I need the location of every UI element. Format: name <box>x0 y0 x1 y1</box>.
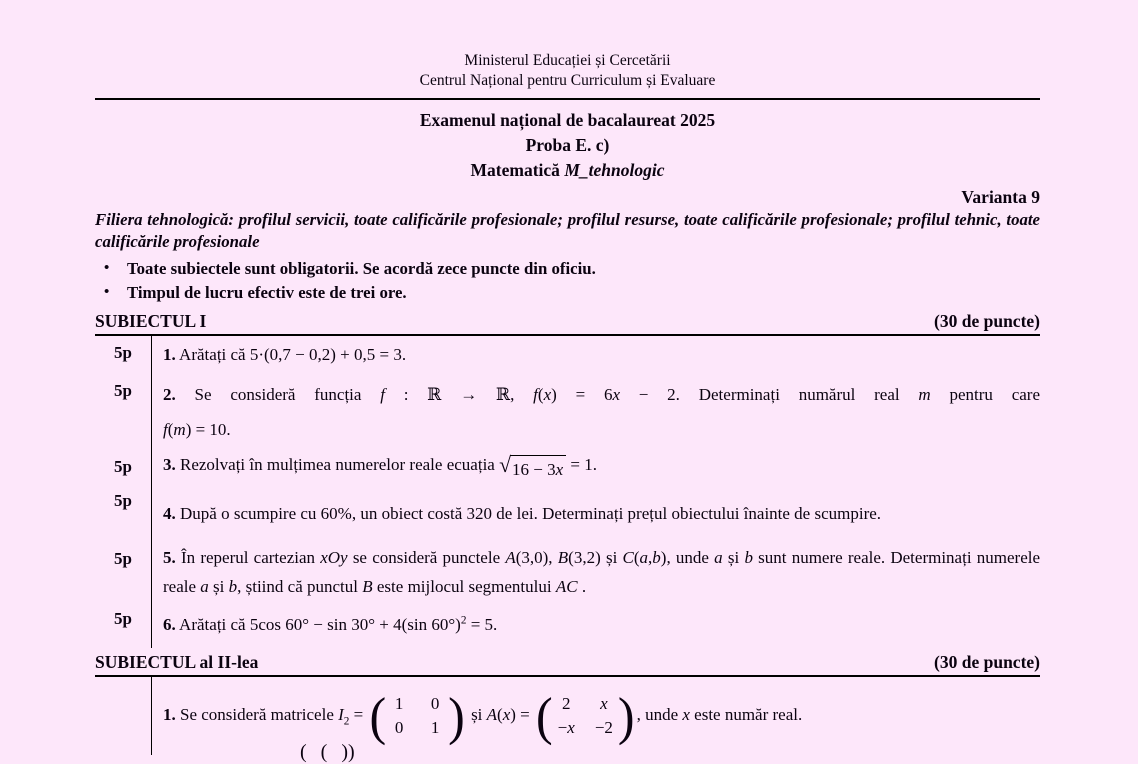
text-run: C <box>622 548 634 567</box>
instructions-list <box>95 257 1040 304</box>
problem-text <box>152 542 1040 602</box>
text-run: 4. <box>163 503 176 523</box>
matrix-cell: 2 <box>561 694 571 713</box>
points-cell: 5p <box>95 602 152 648</box>
center-line: Centrul Național pentru Curriculum și Evaluare <box>419 72 716 89</box>
variant-label: Varianta 9 <box>961 187 1040 207</box>
header-divider <box>95 98 1040 100</box>
matrix-cell: 1 <box>394 694 404 713</box>
text-run: AC <box>555 577 578 596</box>
problem-row <box>95 542 1040 602</box>
problem-line: 5. În reperul cartezian xOy se consideră punctele A(3,0), B(3,2) și C(a,b), unde a și b sunt numere reale. Determinați numerele reale a și b, știind că punctul B este mijlocul segmentului AC . <box>163 548 1041 596</box>
text-run: B <box>557 548 569 567</box>
text-run: 1. <box>163 345 176 364</box>
problem-row <box>95 450 1040 484</box>
problem-row <box>95 677 1040 755</box>
exam-title-block <box>95 108 1040 183</box>
radicand: 16 − 3x <box>510 455 566 483</box>
subject2-title: SUBIECTUL al II-lea <box>95 652 259 672</box>
matrix-cell <box>595 693 613 715</box>
text-run: f <box>533 384 538 404</box>
problem-line: 1. Se consideră matricele $I_2$ = ( 1 0 0 1 ) și A(x) = ( 2 x −x −2 ) , unde x este număr real. <box>163 686 803 746</box>
exam-proba: Proba E. c) <box>525 135 610 155</box>
matrix-open-paren: ( <box>369 686 387 746</box>
superscript: 2 <box>460 614 467 627</box>
subject1-header <box>95 310 1040 336</box>
subscript: 2 <box>343 715 350 728</box>
instruction-text: Timpul de lucru efectiv este de trei ore. <box>127 282 407 302</box>
problem-text <box>152 677 1040 755</box>
text-run: A <box>505 548 516 567</box>
matrix-cell: −x <box>557 718 575 737</box>
matrix-close-paren: ) <box>448 686 465 746</box>
ministry-line: Ministerul Educației și Cercetării <box>464 52 671 69</box>
text-run: xOy <box>320 548 348 567</box>
problem-row <box>95 374 1040 450</box>
problem-line: 3. Rezolvați în mulțimea numerelor reale ecuația √ 16 − 3x = 1. <box>163 452 1040 483</box>
exam-title: Examenul național de bacalaureat 2025 <box>419 110 716 130</box>
matrix-grid <box>386 693 448 739</box>
matrix-variable: x <box>600 694 608 713</box>
partial-next-line: ( ( )) <box>300 741 355 763</box>
text-run: b <box>228 577 238 596</box>
matrix <box>369 686 465 746</box>
ministry-header <box>95 0 1040 91</box>
points-cell: 5p <box>95 542 152 602</box>
matrix-grid <box>553 693 618 739</box>
points-cell: 5p <box>95 450 152 484</box>
text-run: b <box>744 548 753 567</box>
text-run: 1. <box>163 704 176 724</box>
text-run: m <box>918 384 931 404</box>
text-run: b <box>652 548 661 567</box>
text-run: m <box>173 419 186 439</box>
problem-line: 4. După o scumpire cu 60%, un obiect costă 320 de lei. Determinați prețul obiectului înainte de scumpire. <box>163 503 882 523</box>
problem-row <box>95 602 1040 648</box>
filiera-note: Filiera tehnologică: profilul servicii, toate calificările profesionale; profilul resurse, toate calificările profesionale; profilul tehnic, toate calificările profesionale <box>95 210 1040 251</box>
subject-profile: M_tehnologic <box>564 160 665 180</box>
points-cell: 5p <box>95 484 152 542</box>
text-run: 2. <box>163 384 176 404</box>
problem-line: f(m) = 10. <box>163 419 231 439</box>
exam-subject <box>95 158 1040 183</box>
matrix-cell: −2 <box>594 718 613 737</box>
text-run: 6. <box>163 615 176 634</box>
subject1-points: (30 de puncte) <box>934 311 1040 331</box>
radical-icon: √ <box>499 452 512 477</box>
points-cell <box>95 677 152 755</box>
problem-line: 1. Arătați că 5·(0,7 − 0,2) + 0,5 = 3. <box>163 345 407 364</box>
text-run: x <box>555 459 564 479</box>
text-run: x <box>682 704 690 724</box>
text-run: 5. <box>163 548 176 567</box>
subject-name: Matematică <box>470 160 565 180</box>
text-run: a <box>200 577 209 596</box>
matrix <box>536 686 635 746</box>
subject2-header <box>95 651 1040 677</box>
problem-row <box>95 484 1040 542</box>
subject2-points: (30 de puncte) <box>934 652 1040 672</box>
problem-line: 2. Se consideră funcția f : ℝ → ℝ, f(x) = 6x − 2. Determinați numărul real m pentru care <box>163 384 1041 404</box>
text-run: a <box>639 548 649 567</box>
subject1-problems <box>95 336 1040 648</box>
subject1-title: SUBIECTUL I <box>95 311 207 331</box>
matrix-close-paren: ) <box>617 686 635 746</box>
points-cell: 5p <box>95 336 152 374</box>
problem-text <box>152 374 1040 450</box>
matrix-cell: 1 <box>430 718 440 737</box>
problem-text <box>152 336 1040 374</box>
points-cell: 5p <box>95 374 152 450</box>
matrix-open-paren: ( <box>536 686 553 746</box>
text-run: x <box>612 384 621 404</box>
matrix-cell: 0 <box>430 694 440 713</box>
text-run: A <box>486 704 498 724</box>
bullet-icon: • <box>104 283 110 300</box>
text-run: f <box>163 419 168 439</box>
instruction-item <box>95 257 1040 281</box>
instruction-item <box>95 281 1040 305</box>
sqrt-expression <box>499 452 566 483</box>
instruction-text: Toate subiectele sunt obligatorii. Se acordă zece puncte din oficiu. <box>127 259 596 278</box>
problem-text <box>152 602 1040 648</box>
text-run: I <box>338 704 344 724</box>
text-run: B <box>362 577 373 596</box>
subject2-problems <box>95 677 1040 755</box>
matrix-variable: x <box>567 718 575 737</box>
problem-text <box>152 450 1040 484</box>
problem-row <box>95 336 1040 374</box>
problem-text <box>152 484 1040 542</box>
text-run: x <box>543 384 552 404</box>
matrix-cell: 0 <box>394 718 404 737</box>
text-run: f <box>380 384 385 404</box>
text-run: a <box>714 548 723 567</box>
text-run: x <box>502 704 511 724</box>
problem-line: 6. Arătați că 5cos 60° − sin 30° + 4(sin 60°)$^2$ = 5. <box>163 614 498 634</box>
bullet-icon: • <box>104 260 110 276</box>
text-run: 3. <box>163 454 176 474</box>
